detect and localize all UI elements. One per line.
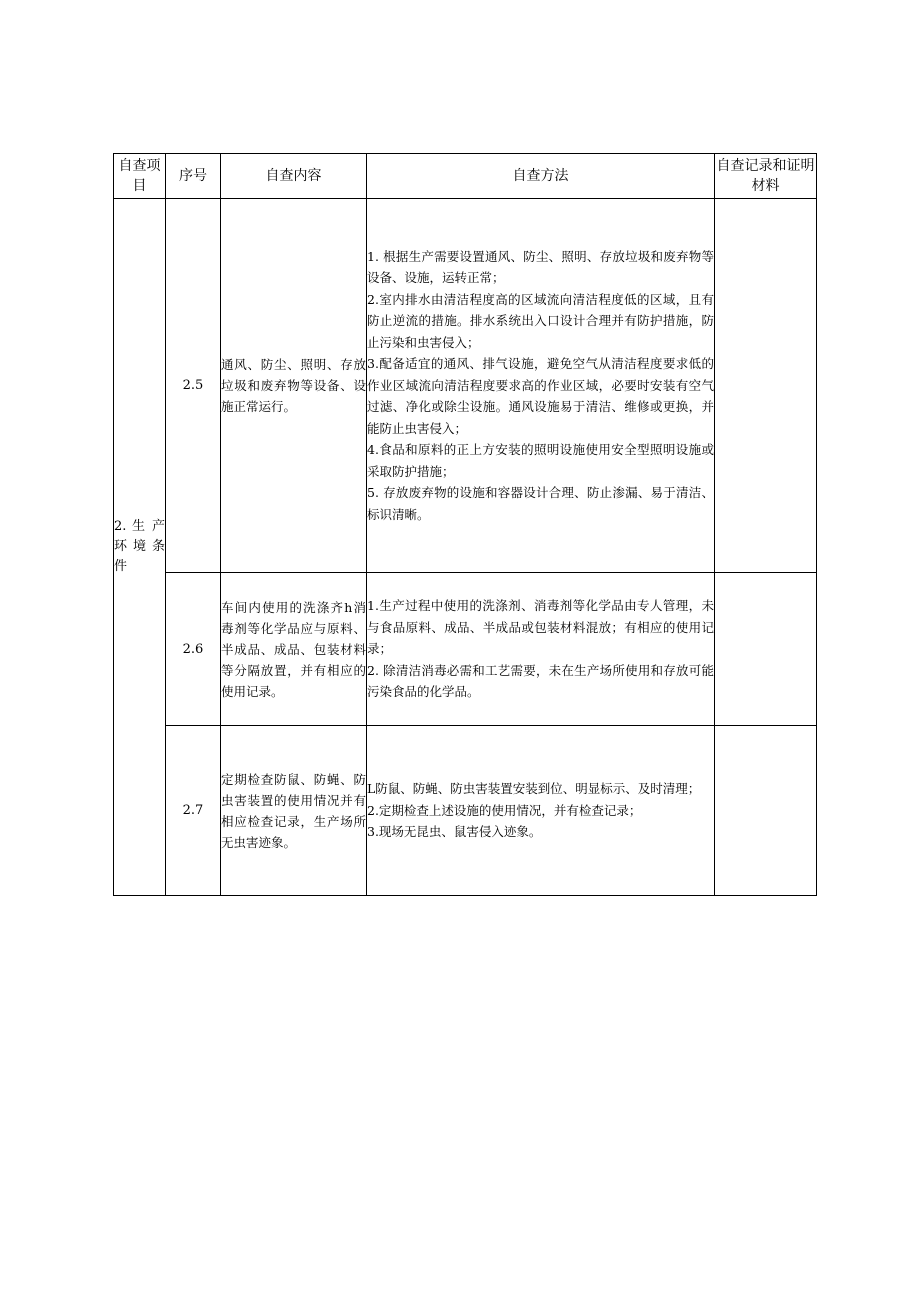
method-line: 2.室内排水由清洁程度高的区域流向清洁程度低的区域，且有防止逆流的措施。排水系统出入口设计合理并有防护措施，防止污染和虫害侵入； — [367, 291, 714, 350]
method-line: 3.配备适宜的通风、排气设施，避免空气从清洁程度要求低的作业区域流向清洁程度要求高的作业区域，必要时安装有空气过滤、净化或除尘设施。通风设施易于清洁、维修或更换，并能防止虫害侵入； — [367, 356, 714, 436]
table-row — [114, 573, 817, 726]
header-inspection-item: 自查项目 — [114, 154, 166, 199]
content-cell: 定期检查防鼠、防蝇、防虫害装置的使用情况并有相应检查记录，生产场所无虫害迹象。 — [221, 726, 367, 896]
self-inspection-table-container — [113, 153, 816, 896]
method-cell — [367, 726, 715, 896]
method-line: 5. 存放废弃物的设施和容器设计合理、防止渗漏、易于清洁、标识清晰。 — [367, 485, 714, 522]
category-cell: 2. 生 产 环 境 条 件 — [114, 199, 166, 896]
table-row — [114, 199, 817, 573]
method-line: 1. 根据生产需要设置通风、防尘、照明、存放垃圾和废弃物等设备、设施，运转正常； — [367, 248, 714, 286]
table-row — [114, 726, 817, 896]
content-cell: 通风、防尘、照明、存放垃圾和废弃物等设备、设施正常运行。 — [221, 199, 367, 573]
content-cell: 车间内使用的洗涤齐h消毒剂等化学品应与原料、半成品、成品、包装材料等分隔放置，并有相应的使用记录。 — [221, 573, 367, 726]
method-cell — [367, 573, 715, 726]
self-inspection-table — [113, 153, 817, 896]
table-header-row — [114, 154, 817, 199]
method-line: 2.定期检查上述设施的使用情况，并有检查记录； — [367, 802, 642, 818]
record-cell — [715, 573, 817, 726]
header-inspection-content: 自查内容 — [221, 154, 367, 199]
header-sequence-number: 序号 — [166, 154, 221, 199]
method-line: 4.食品和原料的正上方安装的照明设施使用安全型照明设施或采取防护措施； — [367, 442, 714, 479]
record-cell — [715, 199, 817, 573]
method-cell — [367, 199, 715, 573]
record-cell — [715, 726, 817, 896]
header-record-and-evidence: 自查记录和证明材料 — [715, 154, 817, 199]
method-line: 1.生产过程中使用的洗涤剂、消毒剂等化学品由专人管理，未与食品原料、成品、半成品或包装材料混放；有相应的使用记录； — [367, 598, 714, 657]
method-line: L防鼠、防蝇、防虫害装置安装到位、明显标示、及时清理； — [367, 781, 701, 797]
method-line: 3.现场无昆虫、鼠害侵入迹象。 — [367, 824, 542, 840]
sequence-cell: 2.7 — [166, 726, 221, 896]
sequence-cell: 2.6 — [166, 573, 221, 726]
sequence-cell: 2.5 — [166, 199, 221, 573]
header-inspection-method: 自查方法 — [367, 154, 715, 199]
method-line: 2. 除清洁消毒必需和工艺需要，未在生产场所使用和存放可能污染食品的化学品。 — [367, 662, 714, 700]
